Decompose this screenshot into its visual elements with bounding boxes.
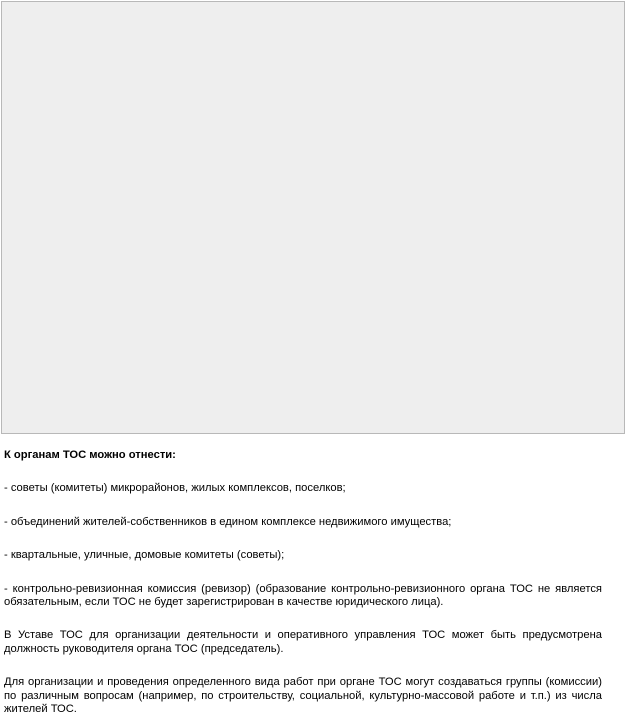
list-item: - советы (комитеты) микрорайонов, жилых комплексов, поселков; [4, 482, 346, 495]
paragraph-groups: Для организации и проведения определенного вида работ при органе ТОС могут создаваться группы (комиссии) по различным вопросам (например, по строительству, социальной, культурно-массовой работе и т.п.) из числа жителей ТОС. [4, 676, 602, 716]
list-item: - объединений жителей-собственников в едином комплексе недвижимого имущества; [4, 515, 452, 528]
list-item: - контрольно-ревизионная комиссия (ревизор) (образование контрольно-ревизионного органа ТОС не является обязательным, если ТОС не будет зарегистрирован в качестве юридического лица). [4, 582, 602, 609]
article-content [4, 449, 602, 716]
list-item: - квартальные, уличные, домовые комитеты (советы); [4, 549, 285, 562]
paragraph-chairman: В Уставе ТОС для организации деятельности и оперативного управления ТОС может быть предусмотрена должность руководителя органа ТОС (председатель). [4, 629, 602, 655]
image-placeholder [1, 1, 625, 434]
section-heading: К органам ТОС можно отнести: [4, 449, 176, 461]
